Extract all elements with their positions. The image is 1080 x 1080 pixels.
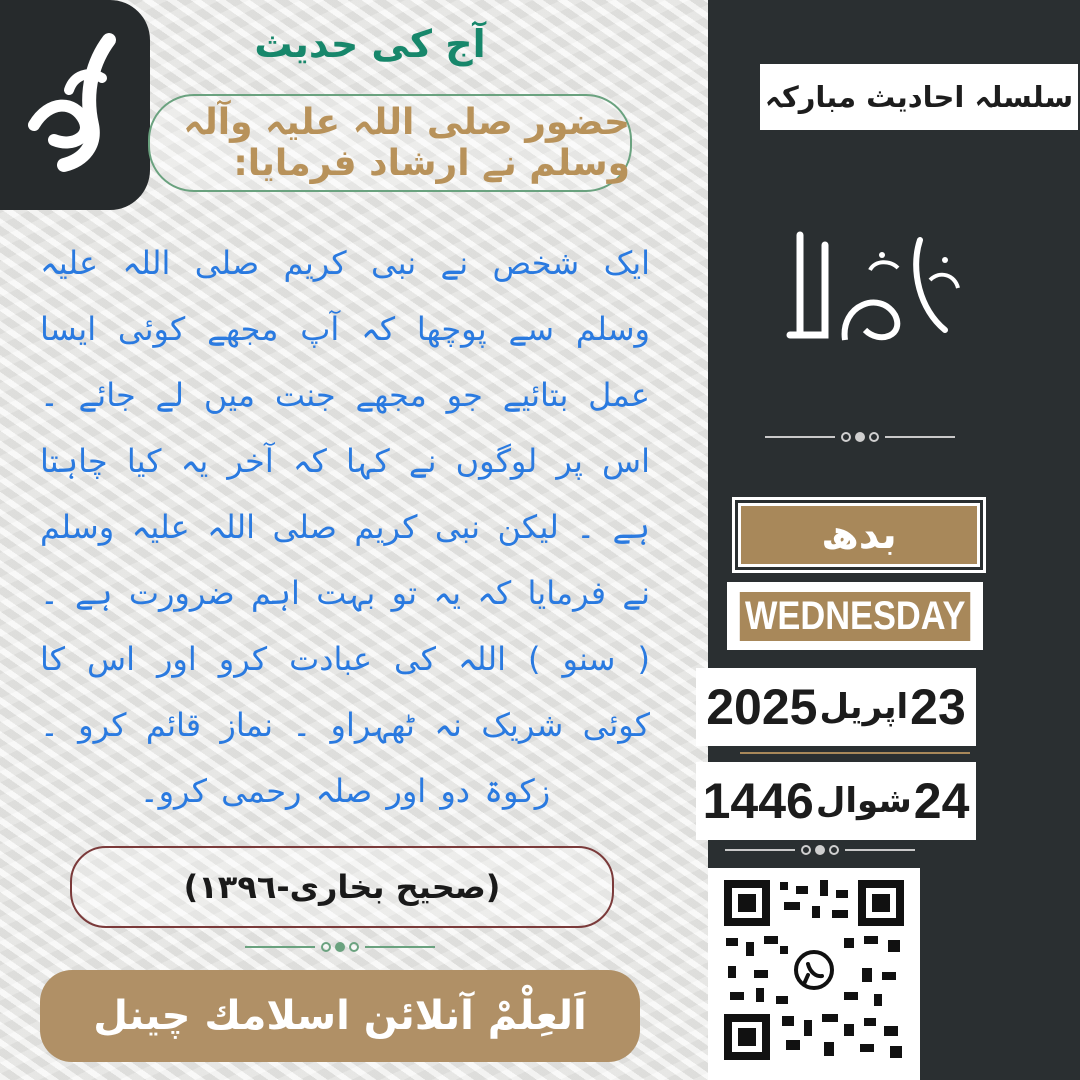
gregorian-month: اپریل: [819, 687, 909, 727]
series-banner: سلسلہ احادیث مبارکہ: [760, 64, 1078, 130]
day-english-text: WEDNESDAY: [740, 592, 971, 641]
reference-box: [70, 846, 614, 928]
ornament-divider: [760, 432, 960, 442]
hijri-date: [696, 762, 976, 840]
footer-banner: [40, 970, 640, 1062]
hadith-text: ایک شخص نے نبی کریم صلی اللہ علیہ وسلم سے پوچھا کہ آپ مجھے کوئی ایسا عمل بتائیے جو مجھے جنت میں لے جائے ۔ اس پر لوگوں نے کہا کہ آخر یہ کیا چاہتا ہے ۔ لیکن نبی کریم صلی اللہ علیہ وسلم نے فرمایا کہ یہ تو بہت اہم ضرورت ہے ۔ ( سنو ) اللہ کی عبادت کرو اور اس کا کوئی شریک نہ ٹھہراو ۔ نماز قائم کرو ۔ زکوۃ دو اور صلہ رحمی کرو۔: [40, 244, 650, 810]
qr-code[interactable]: [708, 868, 920, 1080]
ornament-divider: [720, 845, 920, 855]
qr-code-icon: [724, 880, 904, 1060]
gregorian-day: 23: [910, 679, 966, 735]
day-urdu-badge: بدھ: [735, 500, 983, 570]
alilm-logo-mark-icon: [14, 30, 134, 180]
ornament-divider: [240, 942, 440, 952]
gregorian-year: 2025: [706, 679, 818, 735]
day-english-badge: [727, 582, 983, 650]
subtitle-text: حضور صلی اللہ علیہ وآلہ وسلم نے ارشاد فرمایا:: [183, 102, 630, 184]
footer-text: اَلعِلْمْ آنلائن اسلامك چینل: [93, 993, 587, 1039]
logo-tab: [0, 0, 150, 210]
date-separator: [740, 752, 970, 754]
subtitle-box: [148, 94, 632, 192]
gregorian-date: [696, 668, 976, 746]
alilm-calligraphy-icon: [770, 210, 970, 360]
reference-text: (صحیح بخاری-١٣٩٦): [183, 868, 501, 906]
hijri-day: 24: [913, 773, 970, 829]
page-title: آج کی حدیث: [254, 22, 486, 66]
hijri-year: 1446: [702, 773, 814, 829]
hijri-month: شوال: [815, 781, 912, 821]
